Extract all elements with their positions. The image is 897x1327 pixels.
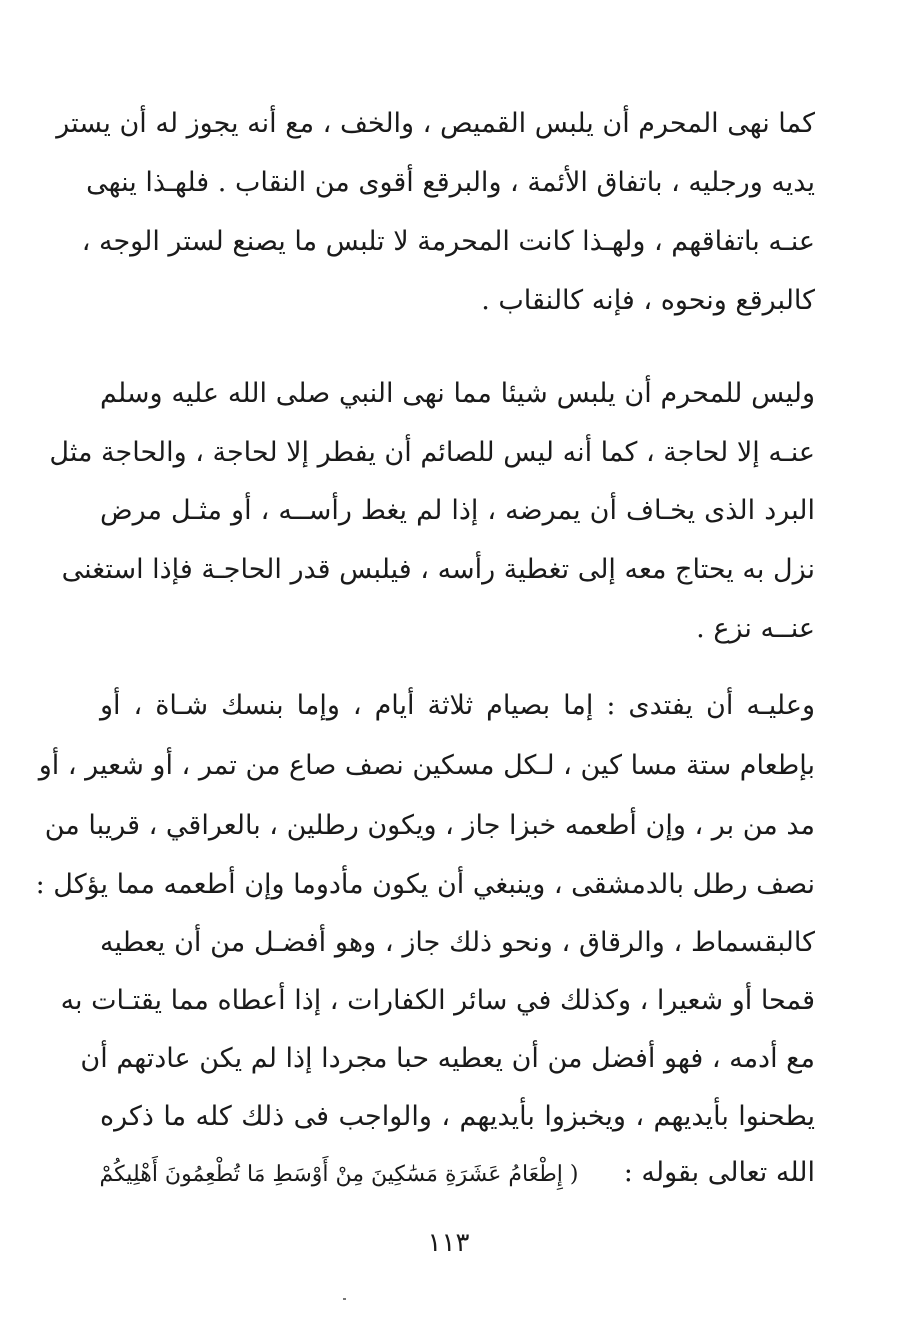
page-number: ١١٣ xyxy=(427,1228,470,1258)
text-line: يطحنوا بأيديهم ، ويخبزوا بأيديهم ، والواجب فى ذلك كله ما ذكره xyxy=(100,1101,815,1132)
text-line: عنـه باتفاقهم ، ولهـذا كانت المحرمة لا تلبس ما يصنع لستر الوجه ، xyxy=(81,226,815,257)
text-line: كالبرقع ونحوه ، فإنه كالنقاب . xyxy=(481,285,815,316)
quote-line xyxy=(100,1153,815,1193)
text-line: عنــه نزع . xyxy=(696,613,815,644)
text-line: نصف رطل بالدمشقى ، وينبغي أن يكون مأدوما وإن أطعمه مما يؤكل : xyxy=(35,869,815,900)
text-line: كما نهى المحرم أن يلبس القميص ، والخف ، مع أنه يجوز له أن يستر xyxy=(56,108,815,139)
text-line: قمحا أو شعيرا ، وكذلك في سائر الكفارات ، إذا أعطاه مما يقتـات به xyxy=(60,985,815,1016)
text-line: عنـه إلا لحاجة ، كما أنه ليس للصائم أن يفطر إلا لحاجة ، والحاجة مثل xyxy=(49,437,815,468)
text-line: بإطعام ستة مسا كين ، لـكل مسكين نصف صاع من تمر ، أو شعير ، أو xyxy=(38,750,815,781)
text-line: يديه ورجليه ، باتفاق الأئمة ، والبرقع أقوى من النقاب . فلهـذا ينهى xyxy=(86,167,815,198)
text-line: وليس للمحرم أن يلبس شيئا مما نهى النبي صلى الله عليه وسلم xyxy=(100,378,815,409)
text-line: وعليـه أن يفتدى : إما بصيام ثلاثة أيام ، وإما بنسك شـاة ، أو xyxy=(100,690,815,721)
scan-speck xyxy=(343,1298,346,1300)
text-line: البرد الذى يخـاف أن يمرضه ، إذا لم يغط رأســه ، أو مثـل مرض xyxy=(100,495,815,526)
text-line: مد من بر ، وإن أطعمه خبزا جاز ، ويكون رطلين ، بالعراقي ، قريبا من xyxy=(44,810,815,841)
quran-verse: ( إِطْعَامُ عَشَرَةِ مَسَٰكِينَ مِنْ أَوْسَطِ مَا تُطْعِمُونَ أَهْلِيكُمْ xyxy=(99,1162,579,1187)
text-line: كالبقسماط ، والرقاق ، ونحو ذلك جاز ، وهو أفضـل من أن يعطيه xyxy=(100,927,815,958)
text-line: مع أدمه ، فهو أفضل من أن يعطيه حبا مجردا إذا لم يكن عادتهم أن xyxy=(80,1043,815,1074)
text-line: نزل به يحتاج معه إلى تغطية رأسه ، فيلبس قدر الحاجـة فإذا استغنى xyxy=(61,554,815,585)
quote-intro: الله تعالى بقوله : xyxy=(623,1157,815,1188)
